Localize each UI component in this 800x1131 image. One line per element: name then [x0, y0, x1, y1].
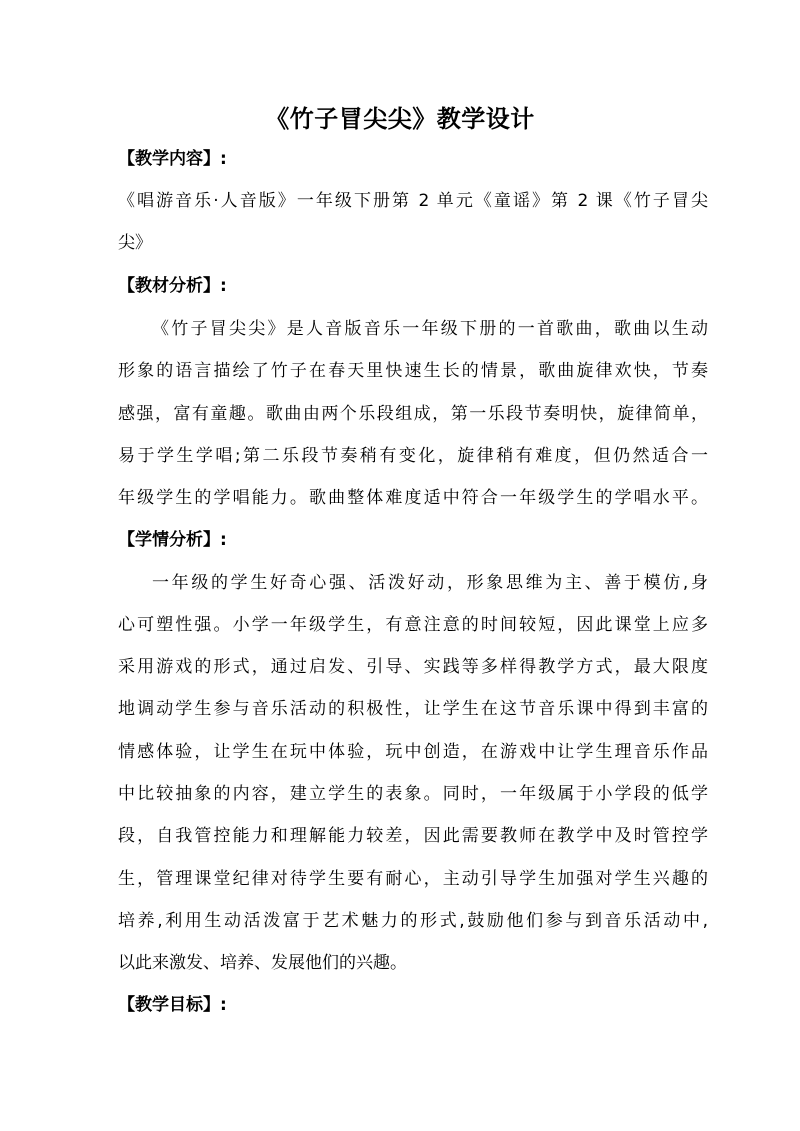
- section-heading-material-analysis: 【教材分析】:: [118, 276, 227, 296]
- student-analysis-line: 心可塑性强。小学一年级学生，有意注意的时间较短，因此课堂上应多: [118, 615, 708, 635]
- content-line: 《唱游音乐·人音版》一年级下册第 2 单元《童谣》第 2 课《竹子冒尖: [118, 191, 708, 211]
- material-analysis-line: 《竹子冒尖尖》是人音版音乐一年级下册的一首歌曲，歌曲以生动: [152, 319, 708, 339]
- material-analysis-line: 易于学生学唱;第二乐段节奏稍有变化，旋律稍有难度，但仍然适合一: [118, 446, 708, 466]
- student-analysis-line: 培养,利用生动活泼富于艺术魅力的形式,鼓励他们参与到音乐活动中,: [118, 911, 708, 931]
- student-analysis-line: 地调动学生参与音乐活动的积极性，让学生在这节音乐课中得到丰富的: [118, 699, 708, 719]
- document-title: 《竹子冒尖尖》教学设计: [265, 105, 535, 133]
- student-analysis-line: 中比较抽象的内容，建立学生的表象。同时，一年级属于小学段的低学: [118, 784, 708, 804]
- section-heading-content: 【教学内容】:: [118, 149, 227, 169]
- student-analysis-line: 生，管理课堂纪律对待学生要有耐心，主动引导学生加强对学生兴趣的: [118, 869, 708, 889]
- section-heading-student-analysis: 【学情分析】:: [118, 530, 227, 550]
- student-analysis-line: 一年级的学生好奇心强、活泼好动，形象思维为主、善于模仿,身: [152, 573, 708, 593]
- material-analysis-line: 感强，富有童趣。歌曲由两个乐段组成，第一乐段节奏明快，旋律简单，: [118, 404, 708, 424]
- content-line: 尖》: [118, 233, 152, 253]
- section-heading-objectives: 【教学目标】:: [118, 995, 227, 1015]
- student-analysis-line: 以此来激发、培养、发展他们的兴趣。: [118, 953, 407, 973]
- student-analysis-line: 采用游戏的形式，通过启发、引导、实践等多样得教学方式，最大限度: [118, 657, 708, 677]
- student-analysis-line: 段，自我管控能力和理解能力较差，因此需要教师在教学中及时管控学: [118, 826, 708, 846]
- material-analysis-line: 形象的语言描绘了竹子在春天里快速生长的情景，歌曲旋律欢快，节奏: [118, 361, 708, 381]
- student-analysis-line: 情感体验，让学生在玩中体验，玩中创造，在游戏中让学生理音乐作品: [118, 742, 708, 762]
- material-analysis-line: 年级学生的学唱能力。歌曲整体难度适中符合一年级学生的学唱水平。: [118, 488, 708, 508]
